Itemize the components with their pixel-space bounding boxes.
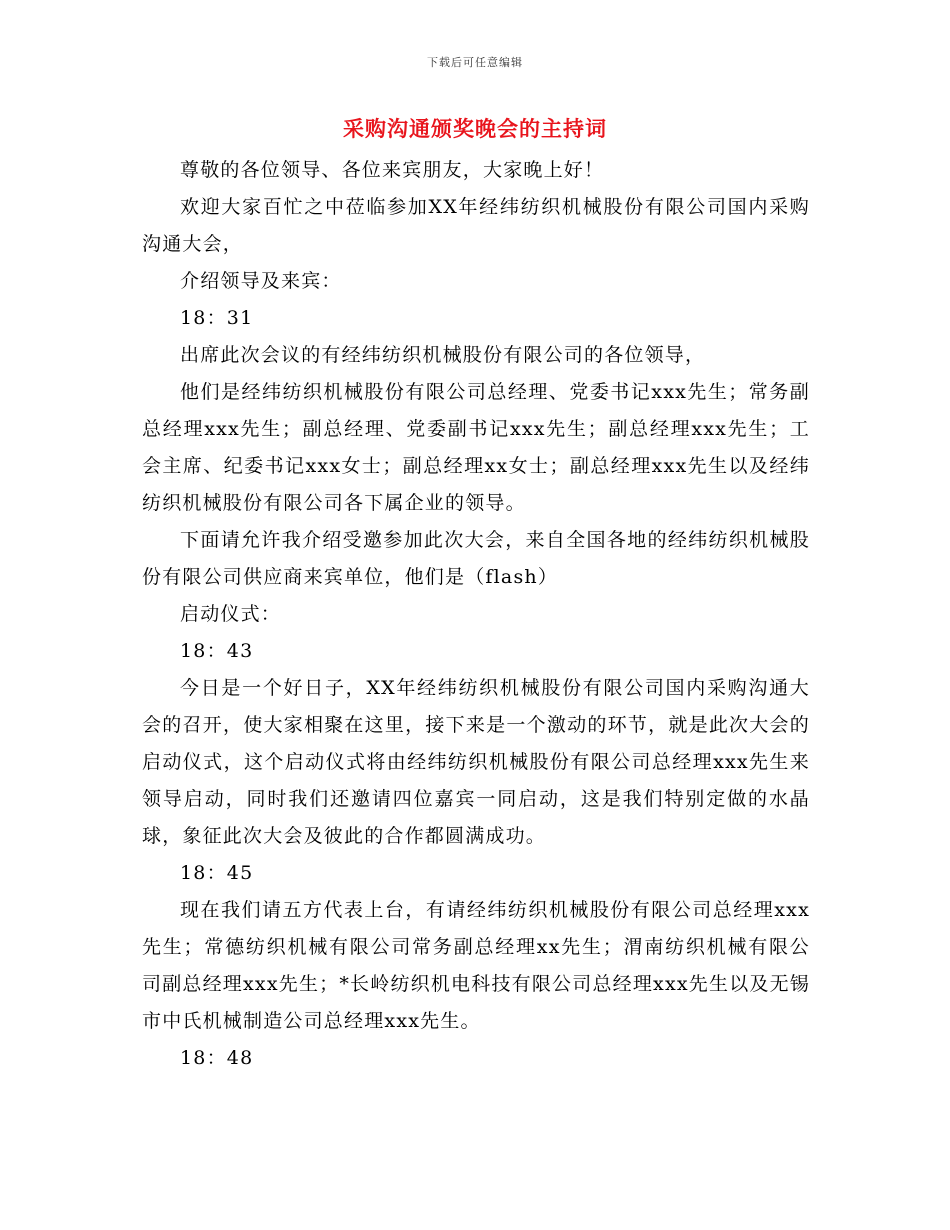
paragraph-leaders: 他们是经纬纺织机械股份有限公司总经理、党委书记xxx先生；常务副总经理xxx先生；副总经理、党委副书记xxx先生；副总经理xxx先生；工会主席、纪委书记xxx女士；副总经理xx女士；副总经理xxx先生以及经纬纺织机械股份有限公司各下属企业的领导。 xyxy=(142,381,810,514)
paragraph-time-1848: 18：48 xyxy=(180,1047,254,1069)
paragraph-time-1845: 18：45 xyxy=(180,862,254,884)
paragraph-representatives: 现在我们请五方代表上台，有请经纬纺织机械股份有限公司总经理xxx先生；常德纺织机械有限公司常务副总经理xx先生；渭南纺织机械有限公司副总经理xxx先生；*长岭纺织机电科技有限公司总经理xxx先生以及无锡市中氏机械制造公司总经理xxx先生。 xyxy=(142,899,810,1032)
paragraph-suppliers: 下面请允许我介绍受邀参加此次大会，来自全国各地的经纬纺织机械股份有限公司供应商来宾单位，他们是（flash） xyxy=(142,529,810,588)
paragraph-attendees: 出席此次会议的有经纬纺织机械股份有限公司的各位领导， xyxy=(180,344,706,366)
paragraph-welcome: 欢迎大家百忙之中莅临参加XX年经纬纺织机械股份有限公司国内采购沟通大会， xyxy=(142,196,810,255)
document-body xyxy=(142,152,810,1077)
header-note: 下载后可任意编辑 xyxy=(427,56,523,69)
paragraph-time-1843: 18：43 xyxy=(180,640,254,662)
paragraph-ceremony: 今日是一个好日子，XX年经纬纺织机械股份有限公司国内采购沟通大会的召开，使大家相聚在这里，接下来是一个激动的环节，就是此次大会的启动仪式，这个启动仪式将由经纬纺织机械股份有限公司总经理xxx先生来领导启动，同时我们还邀请四位嘉宾一同启动，这是我们特别定做的水晶球，象征此次大会及彼此的合作都圆满成功。 xyxy=(142,677,810,847)
document-title: 采购沟通颁奖晚会的主持词 xyxy=(343,116,607,141)
paragraph-ceremony-heading: 启动仪式： xyxy=(180,603,282,625)
paragraph-time-1831: 18：31 xyxy=(180,307,254,329)
paragraph-greeting: 尊敬的各位领导、各位来宾朋友，大家晚上好！ xyxy=(180,159,605,181)
paragraph-intro-heading: 介绍领导及来宾： xyxy=(180,270,342,292)
